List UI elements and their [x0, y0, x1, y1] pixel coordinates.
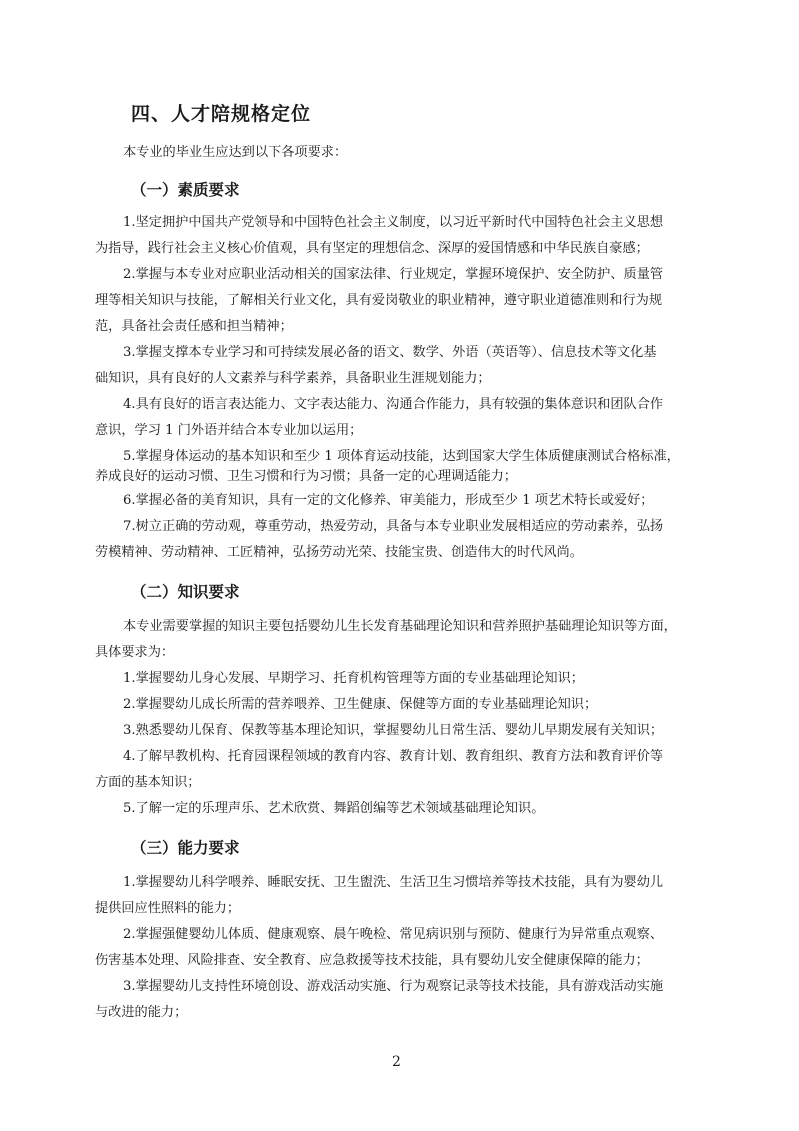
quality-line: 础知识，具有良好的人文素养与科学素养，具备职业生涯规划能力；: [95, 371, 491, 386]
knowledge-heading: （二）知识要求: [131, 583, 240, 601]
knowledge-line: 具体要求为：: [95, 645, 175, 660]
quality-line: 7.树立正确的劳动观，尊重劳动，热爱劳动，具备与本专业职业发展相适应的劳动素养，弘扬: [123, 519, 664, 534]
quality-line: 3.掌握支撑本专业学习和可持续发展必备的语文、数学、外语（英语等）、信息技术等文化基: [123, 345, 657, 360]
ability-line: 1.掌握婴幼儿科学喂养、睡眠安抚、卫生盥洗、生活卫生习惯培养等技术技能，具有为婴幼儿: [123, 875, 664, 890]
quality-line: 理等相关知识与技能，了解相关行业文化，具有爱岗敬业的职业精神，遵守职业道德准则和行为规: [95, 293, 663, 308]
page-title: 四、人才陪规格定位: [131, 103, 312, 125]
ability-line: 提供回应性照料的能力；: [95, 901, 241, 916]
quality-line: 养成良好的运动习惯、卫生习惯和行为习惯；具备一定的心理调适能力；: [95, 469, 517, 484]
quality-line: 范，具备社会责任感和担当精神；: [95, 319, 293, 334]
quality-line: 6.掌握必备的美育知识，具有一定的文化修养、审美能力，形成至少 1 项艺术特长或爱好；: [123, 493, 654, 508]
ability-line: 伤害基本处理、风险排查、安全教育、应急救援等技术技能，具有婴幼儿安全健康保障的能力；: [95, 953, 649, 968]
ability-line: 3.掌握婴幼儿支持性环境创设、游戏活动实施、行为观察记录等技术技能，具有游戏活动实施: [123, 979, 664, 994]
knowledge-line: 1.掌握婴幼儿身心发展、早期学习、托育机构管理等方面的专业基础理论知识；: [123, 671, 584, 686]
quality-line: 劳模精神、劳动精神、工匠精神，弘扬劳动光荣、技能宝贵、创造伟大的时代风尚。: [95, 545, 583, 560]
quality-line: 5.掌握身体运动的基本知识和至少 1 项体育运动技能，达到国家大学生体质健康测试合格标准，: [123, 449, 680, 464]
intro-text: 本专业的毕业生应达到以下各项要求：: [123, 145, 348, 160]
quality-line: 2.掌握与本专业对应职业活动相关的国家法律、行业规定，掌握环境保护、安全防护、质量管: [123, 267, 664, 282]
quality-heading: （一）素质要求: [131, 181, 240, 199]
knowledge-line: 2.掌握婴幼儿成长所需的营养喂养、卫生健康、保健等方面的专业基础理论知识；: [123, 697, 598, 712]
knowledge-line: 4.了解早教机构、托育园课程领域的教育内容、教育计划、教育组织、教育方法和教育评价等: [123, 749, 664, 764]
page-number: 2: [392, 1054, 401, 1070]
ability-heading: （三）能力要求: [131, 839, 240, 857]
knowledge-line: 5.了解一定的乐理声乐、艺术欣赏、舞蹈创编等艺术领域基础理论知识。: [123, 801, 545, 816]
knowledge-line: 本专业需要掌握的知识主要包括婴幼儿生长发育基础理论知识和营养照护基础理论知识等方面，: [123, 619, 677, 634]
quality-line: 意识，学习 1 门外语并结合本专业加以运用；: [95, 423, 363, 438]
quality-line: 1.坚定拥护中国共产党领导和中国特色社会主义制度，以习近平新时代中国特色社会主义思想: [123, 215, 664, 230]
quality-line: 为指导，践行社会主义核心价值观，具有坚定的理想信念、深厚的爱国情感和中华民族自豪感；: [95, 241, 649, 256]
quality-line: 4.具有良好的语言表达能力、文字表达能力、沟通合作能力，具有较强的集体意识和团队合作: [123, 397, 664, 412]
knowledge-line: 方面的基本知识；: [95, 775, 201, 790]
ability-line: 2.掌握强健婴幼儿体质、健康观察、晨午晚检、常见病识别与预防、健康行为异常重点观察、: [123, 927, 664, 942]
knowledge-line: 3.熟悉婴幼儿保育、保教等基本理论知识，掌握婴幼儿日常生活、婴幼儿早期发展有关知识；: [123, 723, 664, 738]
ability-line: 与改进的能力；: [95, 1005, 188, 1020]
